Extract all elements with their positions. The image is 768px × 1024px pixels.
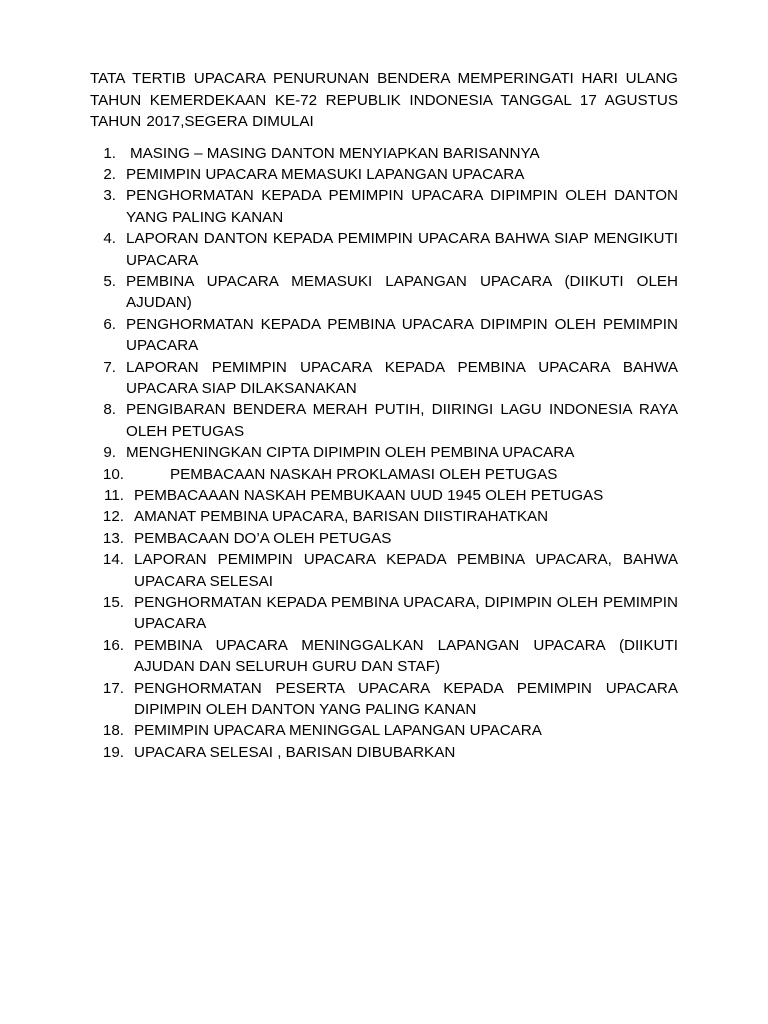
list-item — [90, 635, 678, 678]
list-item — [90, 271, 678, 314]
list-item-number: 19. — [102, 743, 124, 761]
list-item-text: PENGHORMATAN PESERTA UPACARA KEPADA PEMIMPIN UPACARA DIPIMPIN OLEH DANTON YANG PALING KANAN — [134, 679, 678, 719]
list-item-text: PEMBACAAN NASKAH PROKLAMASI OLEH PETUGAS — [170, 465, 558, 483]
document-page — [90, 68, 678, 763]
list-item — [90, 143, 678, 164]
list-item — [90, 442, 678, 463]
list-item-number: 8. — [103, 401, 116, 419]
list-item — [90, 720, 678, 741]
list-item-text: PENGIBARAN BENDERA MERAH PUTIH, DIIRINGI LAGU INDONESIA RAYA OLEH PETUGAS — [126, 401, 678, 440]
list-item-number: 18. — [102, 722, 124, 740]
list-item — [90, 678, 678, 721]
list-item-text: PEMBINA UPACARA MEMASUKI LAPANGAN UPACARA (DIIKUTI OLEH AJUDAN) — [126, 272, 678, 312]
list-item-number: 15. — [102, 594, 124, 612]
list-item — [90, 485, 678, 506]
list-item-number: 13. — [102, 529, 124, 547]
list-item-number: 7. — [103, 358, 116, 376]
list-item-text: LAPORAN PEMIMPIN UPACARA KEPADA PEMBINA UPACARA, BAHWA UPACARA SELESAI — [134, 551, 678, 590]
list-item — [90, 592, 678, 635]
list-item-text: PEMBACAAN DO’A OLEH PETUGAS — [134, 529, 392, 547]
agenda-list — [90, 143, 678, 764]
list-item-number: 11. — [104, 487, 124, 504]
list-item — [90, 164, 678, 185]
list-item — [90, 506, 678, 527]
list-item — [90, 228, 678, 271]
list-item-number: 10. — [102, 465, 124, 483]
list-item-number: 3. — [103, 187, 116, 205]
list-item-number: 6. — [103, 315, 116, 333]
document-intro: TATA TERTIB UPACARA PENURUNAN BENDERA MEMPERINGATI HARI ULANG TAHUN KEMERDEKAAN KE-72 REPUBLIK INDONESIA TANGGAL 17 AGUSTUS TAHUN 2017,SEGERA DIMULAI — [90, 70, 678, 130]
list-item — [90, 357, 678, 400]
list-item — [90, 549, 678, 592]
list-item — [90, 528, 678, 549]
list-item-text: MASING – MASING DANTON MENYIAPKAN BARISANNYA — [130, 144, 540, 162]
list-item — [90, 464, 678, 485]
list-item-text: AMANAT PEMBINA UPACARA, BARISAN DIISTIRAHATKAN — [134, 508, 549, 526]
list-item-number: 12. — [102, 508, 124, 526]
list-item-number: 1. — [103, 144, 116, 162]
list-item-text: PENGHORMATAN KEPADA PEMIMPIN UPACARA DIPIMPIN OLEH DANTON YANG PALING KANAN — [126, 187, 678, 226]
list-item-number: 4. — [103, 230, 116, 248]
list-item-text: LAPORAN PEMIMPIN UPACARA KEPADA PEMBINA UPACARA BAHWA UPACARA SIAP DILAKSANAKAN — [126, 358, 678, 397]
list-item — [90, 185, 678, 228]
list-item — [90, 742, 678, 763]
list-item — [90, 314, 678, 357]
list-item-text: UPACARA SELESAI , BARISAN DIBUBARKAN — [134, 743, 456, 761]
list-item-number: 16. — [102, 636, 124, 654]
list-item-number: 14. — [102, 551, 124, 569]
list-item-text: LAPORAN DANTON KEPADA PEMIMPIN UPACARA BAHWA SIAP MENGIKUTI UPACARA — [126, 230, 678, 269]
list-item-number: 17. — [102, 679, 124, 697]
list-item-number: 2. — [103, 165, 116, 183]
list-item-number: 9. — [103, 444, 116, 462]
list-item-text: PENGHORMATAN KEPADA PEMBINA UPACARA, DIPIMPIN OLEH PEMIMPIN UPACARA — [134, 594, 678, 633]
list-item — [90, 399, 678, 442]
list-item-text: PENGHORMATAN KEPADA PEMBINA UPACARA DIPIMPIN OLEH PEMIMPIN UPACARA — [126, 315, 678, 355]
list-item-text: PEMBINA UPACARA MENINGGALKAN LAPANGAN UPACARA (DIIKUTI AJUDAN DAN SELURUH GURU DAN STAF) — [134, 636, 678, 676]
list-item-number: 5. — [103, 272, 116, 290]
list-item-text: PEMIMPIN UPACARA MENINGGAL LAPANGAN UPACARA — [134, 722, 542, 740]
list-item-text: PEMBACAAAN NASKAH PEMBUKAAN UUD 1945 OLEH PETUGAS — [134, 487, 604, 504]
list-item-text: PEMIMPIN UPACARA MEMASUKI LAPANGAN UPACARA — [126, 165, 525, 183]
list-item-text: MENGHENINGKAN CIPTA DIPIMPIN OLEH PEMBINA UPACARA — [126, 444, 575, 462]
